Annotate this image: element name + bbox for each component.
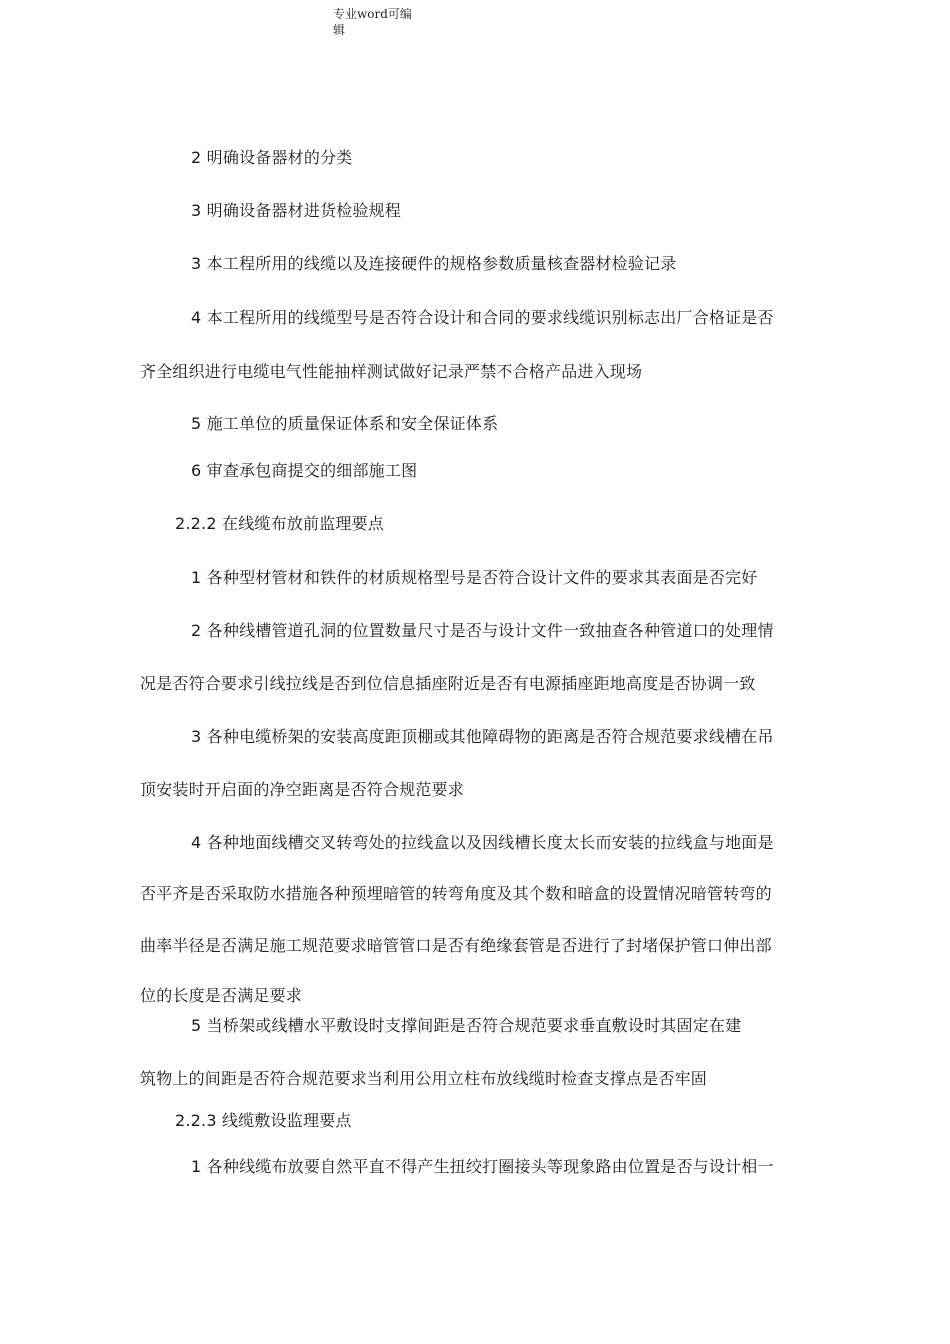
paragraph-line: 3 明确设备器材进货检验规程 [191,201,402,220]
paragraph-line: 2 各种线槽管道孔洞的位置数量尺寸是否与设计文件一致抽查各种管道口的处理情 [191,621,774,640]
page-header [333,6,433,38]
paragraph-line: 4 本工程所用的线缆型号是否符合设计和合同的要求线缆识别标志出厂合格证是否 [191,308,774,327]
paragraph-line: 筑物上的间距是否符合规范要求当利用公用立柱布放线缆时检查支撑点是否牢固 [140,1069,708,1088]
paragraph-line: 否平齐是否采取防水措施各种预埋暗管的转弯角度及其个数和暗盒的设置情况暗管转弯的 [140,884,772,903]
header-line-2: 辑 [333,23,346,37]
header-line-1: 专业word可编 [333,7,412,21]
paragraph-line: 顶安装时开启面的净空距离是否符合规范要求 [140,780,465,799]
section-heading: 2.2.2 在线缆布放前监理要点 [175,514,384,533]
paragraph-line: 况是否符合要求引线拉线是否到位信息插座附近是否有电源插座距地高度是否协调一致 [140,674,756,693]
paragraph-line: 4 各种地面线槽交叉转弯处的拉线盒以及因线槽长度太长而安装的拉线盒与地面是 [191,833,774,852]
paragraph-line: 1 各种线缆布放要自然平直不得产生扭绞打圈接头等现象路由位置是否与设计相一 [191,1157,774,1176]
paragraph-line: 位的长度是否满足要求 [140,986,303,1005]
paragraph-line: 1 各种型材管材和铁件的材质规格型号是否符合设计文件的要求其表面是否完好 [191,568,758,587]
paragraph-line: 3 各种电缆桥架的安装高度距顶棚或其他障碍物的距离是否符合规范要求线槽在吊 [191,727,774,746]
paragraph-line: 5 施工单位的质量保证体系和安全保证体系 [191,414,499,433]
paragraph-line: 5 当桥架或线槽水平敷设时支撑间距是否符合规范要求垂直敷设时其固定在建 [191,1016,742,1035]
paragraph-line: 2 明确设备器材的分类 [191,148,353,167]
section-heading: 2.2.3 线缆敷设监理要点 [175,1111,352,1130]
paragraph-line: 3 本工程所用的线缆以及连接硬件的规格参数质量核查器材检验记录 [191,254,677,273]
paragraph-line: 曲率半径是否满足施工规范要求暗管管口是否有绝缘套管是否进行了封堵保护管口伸出部 [140,936,772,955]
paragraph-line: 6 审查承包商提交的细部施工图 [191,461,418,480]
paragraph-line: 齐全组织进行电缆电气性能抽样测试做好记录严禁不合格产品进入现场 [140,362,643,381]
